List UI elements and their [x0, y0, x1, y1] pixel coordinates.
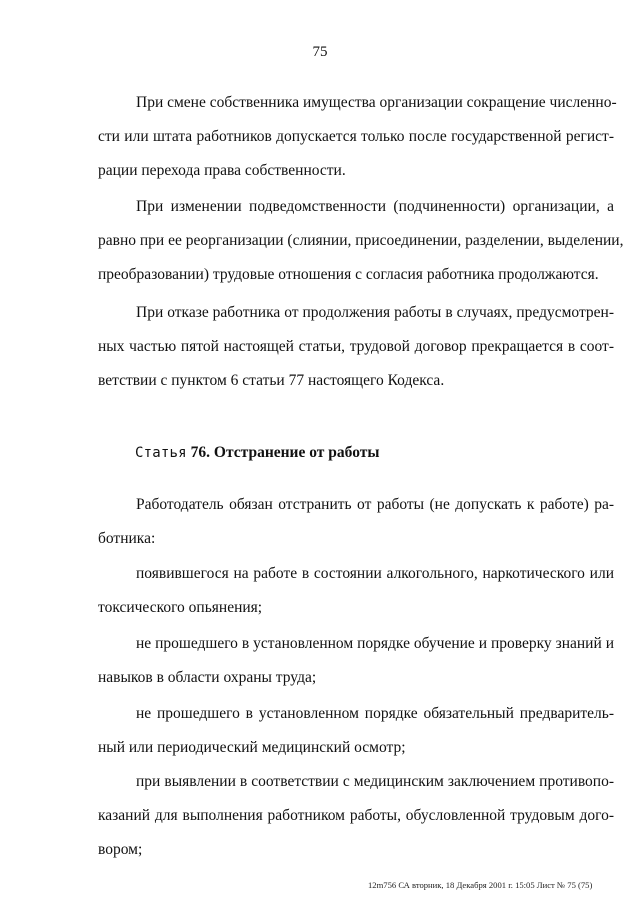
page-number: 75	[312, 44, 328, 60]
paragraph-line: казаний для выполнения работником работы, обусловленной трудовым дого-	[98, 807, 614, 824]
paragraph-line: ных частью пятой настоящей статьи, трудовой договор прекращается в соот-	[98, 338, 614, 355]
paragraph-line: При отказе работника от продолжения работы в случаях, предусмотрен-	[136, 304, 614, 321]
paragraph-line: преобразовании) трудовые отношения с согласия работника продолжаются.	[98, 266, 599, 283]
paragraph-employer-duty	[98, 488, 614, 556]
list-item-medical-contraindications	[98, 765, 614, 867]
paragraph-owner-change	[98, 86, 617, 188]
paragraph-line: не прошедшего в установленном порядке обязательный предваритель-	[136, 705, 614, 722]
paragraph-line: Работодатель обязан отстранить от работы (не допускать к работе) ра-	[136, 496, 614, 513]
article-number: 76.	[190, 444, 211, 461]
paragraph-line: сти или штата работников допускается только после государственной регист-	[98, 128, 614, 145]
print-footer: 12m756 СА вторник, 18 Декабря 2001 г. 15:05 Лист № 75 (75)	[368, 880, 593, 890]
paragraph-reorganization	[98, 190, 624, 292]
paragraph-refusal	[98, 296, 614, 398]
paragraph-line: рации перехода права собственности.	[98, 162, 346, 179]
paragraph-line: ботника:	[98, 530, 156, 547]
paragraph-line: При изменении подведомственности (подчиненности) организации, а	[136, 198, 614, 215]
paragraph-line: вором;	[98, 841, 143, 858]
list-item-safety-training	[98, 627, 614, 695]
article-word: Статья	[135, 445, 187, 461]
article-title: Отстранение от работы	[213, 444, 380, 461]
article-heading	[135, 436, 379, 470]
paragraph-line: не прошедшего в установленном порядке обучение и проверку знаний и	[136, 635, 614, 652]
list-item-medical-exam	[98, 697, 614, 765]
paragraph-line: При смене собственника имущества организации сокращение численно-	[136, 94, 617, 111]
paragraph-line: ветствии с пунктом 6 статьи 77 настоящего Кодекса.	[98, 372, 445, 389]
paragraph-line: ный или периодический медицинский осмотр;	[98, 739, 406, 756]
paragraph-line: токсического опьянения;	[98, 599, 263, 616]
paragraph-line: при выявлении в соответствии с медицинским заключением противопо-	[136, 773, 614, 790]
paragraph-line: появившегося на работе в состоянии алкогольного, наркотического или	[136, 565, 614, 582]
paragraph-line: навыков в области охраны труда;	[98, 669, 317, 686]
list-item-intoxication	[98, 557, 614, 625]
paragraph-line: равно при ее реорганизации (слиянии, присоединении, разделении, выделении,	[98, 232, 624, 249]
